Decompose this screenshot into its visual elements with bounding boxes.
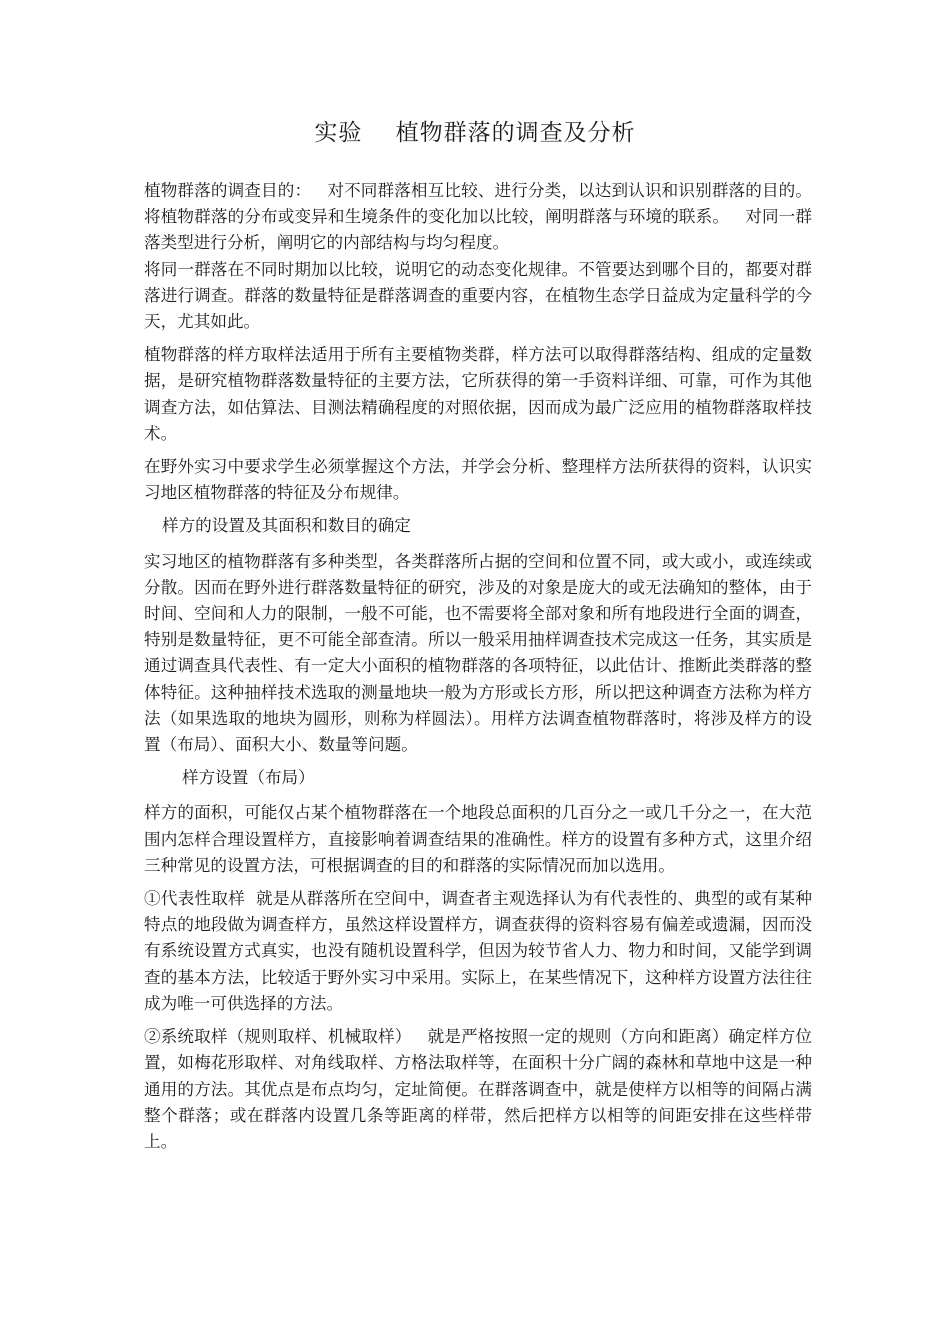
paragraph-representative-sampling: ①代表性取样 就是从群落所在空间中，调查者主观选择认为有代表性的、典型的或有某种特点的地段做为调查样方，虽然这样设置样方，调查获得的资料容易有偏差或遗漏，因而没有系统设置方式真实，也没有随机设置科学，但因为较节省人力、物力和时间，又能学到调查的基本方法，比较适于野外实习中采用。实际上，在某些情况下，这种样方设置方法往往成为唯一可供选择的方法。 bbox=[144, 889, 812, 1013]
paragraph-sampling-technique: 实习地区的植物群落有多种类型，各类群落所占据的空间和位置不同，或大或小，或连续或分散。因而在野外进行群落数量特征的研究，涉及的对象是庞大的或无法确知的整体，由于时间、空间和人力的限制，一般不可能，也不需要将全部对象和所有地段进行全面的调查，特别是数量特征，更不可能全部查清。所以一般采用抽样调查技术完成这一任务，其实质是通过调查具代表性、有一定大小面积的植物群落的各项特征，以此估计、推断此类群落的整体特征。这种抽样技术选取的测量地块一般为方形或长方形，所以把这种调查方法称为样方法（如果选取的地块为圆形，则称为样圆法）。用样方法调查植物群落时，将涉及样方的设置（布局）、面积大小、数量等问题。 bbox=[144, 551, 812, 755]
paragraph-survey-purpose: 植物群落的调查目的： 对不同群落相互比较、进行分类，以达到认识和识别群落的目的。 将植物群落的分布或变异和生境条件的变化加以比较，阐明群落与环境的联系。 对同一群落类型进行分析，阐明它的内部结构与均匀程度。 bbox=[144, 181, 828, 253]
paragraph-systematic-sampling: ②系统取样（规则取样、机械取样） 就是严格按照一定的规则（方向和距离）确定样方位置，如梅花形取样、对角线取样、方格法取样等，在面积十分广阔的森林和草地中这是一种通用的方法。其优点是布点均匀，定址简便。在群落调查中，就是使样方以相等的间隔占满整个群落；或在群落内设置几条等距离的样带，然后把样方以相等的间距安排在这些样带上。 bbox=[144, 1027, 812, 1151]
document-title: 实验 植物群落的调查及分析 bbox=[314, 120, 636, 146]
document-body bbox=[144, 178, 828, 1162]
section-heading-quadrat-setup: 样方的设置及其面积和数目的确定 bbox=[162, 516, 411, 536]
section-heading-quadrat-layout: 样方设置（布局） bbox=[182, 768, 315, 788]
paragraph-quadrat-area: 样方的面积，可能仅占某个植物群落在一个地段总面积的几百分之一或几千分之一，在大范围内怎样合理设置样方，直接影响着调查结果的准确性。样方的设置有多种方式，这里介绍三种常见的设置方法，可根据调查的目的和群落的实际情况而加以选用。 bbox=[144, 803, 812, 875]
paragraph-quadrat-method: 植物群落的样方取样法适用于所有主要植物类群，样方法可以取得群落结构、组成的定量数据，是研究植物群落数量特征的主要方法，它所获得的第一手资料详细、可靠，可作为其他调查方法，如估算法、目测法精确程度的对照依据，因而成为最广泛应用的植物群落取样技术。 bbox=[144, 345, 812, 443]
paragraph-field-practice: 在野外实习中要求学生必须掌握这个方法，并学会分析、整理样方法所获得的资料，认识实习地区植物群落的特征及分布规律。 bbox=[144, 457, 812, 503]
paragraph-survey-dynamics: 将同一群落在不同时期加以比较，说明它的动态变化规律。不管要达到哪个目的，都要对群落进行调查。群落的数量特征是群落调查的重要内容，在植物生态学日益成为定量科学的今天，尤其如此。 bbox=[144, 259, 812, 332]
